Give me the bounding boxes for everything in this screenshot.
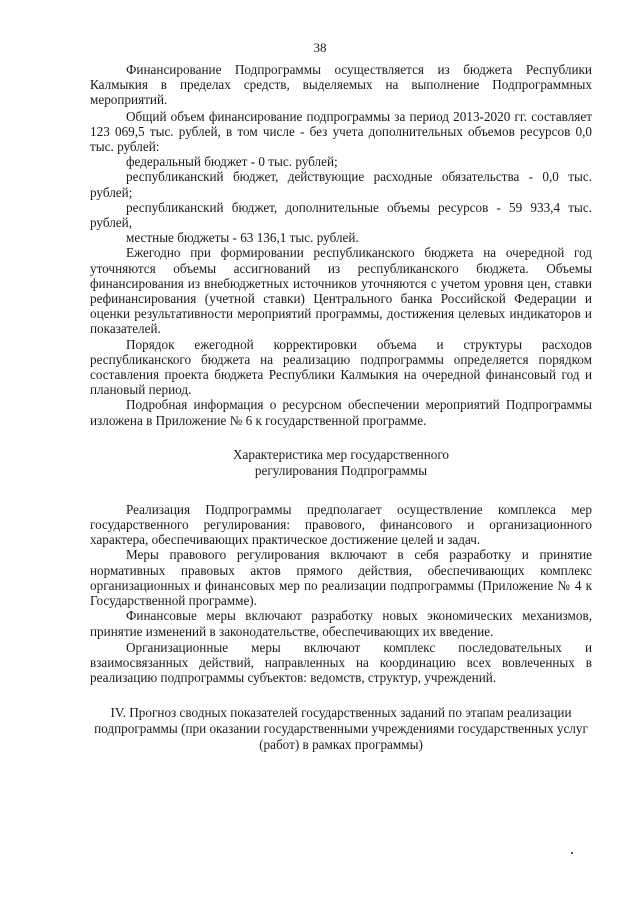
paragraph-regulation-measures: Реализация Подпрограммы предполагает осуществление комплекса мер государственного регулирования: правового, финансового и организационного характера, обеспечивающих практическое достижение целей и задач. [90,501,592,548]
page-number: 38 [313,40,327,55]
paragraph-organizational-measures: Организационные меры включают комплекс последовательных и взаимосвязанных действий, направленных на координацию всех вовлеченных в реализацию подпрограммы субъектов: ведомств, структур, учреждений. [90,639,592,686]
paragraph-detailed-info: Подробная информация о ресурсном обеспечении мероприятий Подпрограммы изложена в Приложение № 6 к государственной программе. [90,397,592,428]
paragraph-financial-measures: Финансовые меры включают разработку новых экономических механизмов, принятие изменений в законодательстве, обеспечивающих их введение. [90,608,592,639]
paragraph-annual-refinement: Ежегодно при формировании республиканского бюджета на очередной год уточняются объемы ассигнований из республиканского бюджета. Объемы финансирования из внебюджетных источников уточняются с учетом уровня цен, ставки рефинансирования (учетной ставки) Центрального банка Российской Федерации и оценки результативности мероприятий программы, достижения целевых индикаторов и показателей. [90,245,592,337]
paragraph-adjustment-procedure: Порядок ежегодной корректировки объема и структуры расходов республиканского бюджета на реализацию подпрограммы определяется порядком составления проекта бюджета Республики Калмыкия на очередной финансовый год и плановый период. [90,336,592,398]
paragraph-republican-budget-additional: республиканский бюджет, дополнительные объемы ресурсов - 59 933,4 тыс. рублей, [90,199,592,231]
paragraph-total-volume: Общий объем финансирование подпрограммы за период 2013-2020 гг. составляет 123 069,5 тыс. рублей, в том числе - без учета дополнительных объемов ресурсов 0,0 тыс. рублей: [90,108,592,155]
paragraph-legal-measures: Меры правового регулирования включают в себя разработку и принятие нормативных правовых актов прямого действия, обеспечивающих комплекс организационных и финансовых мер по реализации подпрограммы (Приложение № 4 к Государственной программе). [90,547,592,609]
chapter-heading: IV. Прогноз сводных показателей государственных заданий по этапам реализации подпрограммы (при оказании государственными учреждениями государственных услуг (работ) в рамках программы) [94,705,588,753]
paragraph-republican-budget-current: республиканский бюджет, действующие расходные обязательства - 0,0 тыс. рублей; [90,169,592,200]
paragraph-federal-budget: федеральный бюджет - 0 тыс. рублей; [126,154,338,170]
document-body [90,62,592,753]
scan-dot [571,852,573,854]
paragraph-local-budgets: местные бюджеты - 63 136,1 тыс. рублей. [126,230,359,246]
section-heading: Характеристика мер государственного регулирования Подпрограммы [232,446,450,478]
paragraph-financing-source: Финансирование Подпрограммы осуществляется из бюджета Республики Калмыкия в пределах средств, выделяемых на выполнение Подпрограммных мероприятий. [90,62,592,108]
